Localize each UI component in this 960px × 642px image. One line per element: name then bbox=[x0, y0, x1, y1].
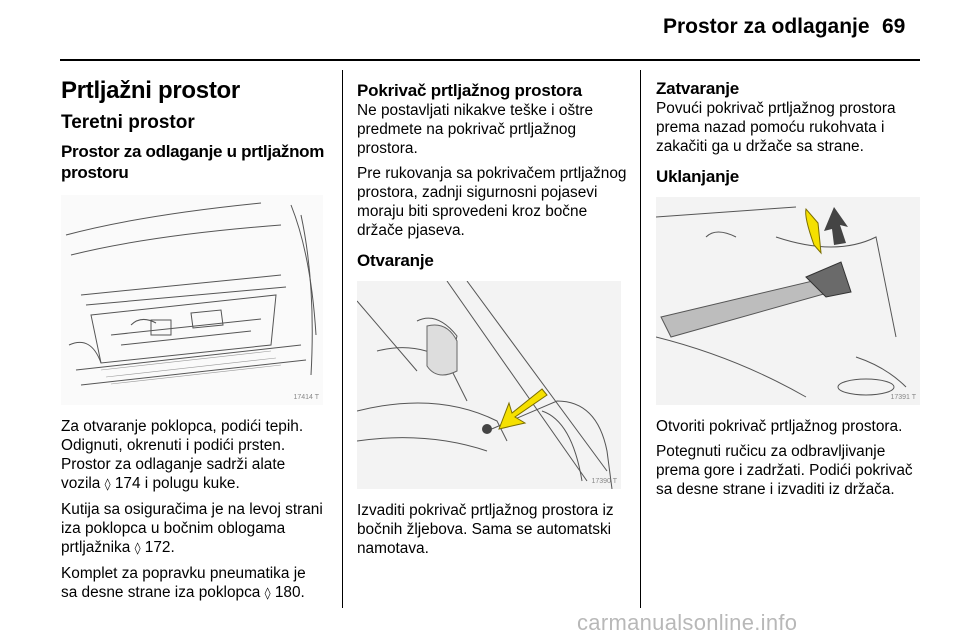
cover-opening-illustration bbox=[357, 281, 621, 489]
subsection-title: Teretni prostor bbox=[61, 112, 195, 133]
paragraph: Komplet za popravku pneumatika je sa desne strane iza poklopca ◊ 180. bbox=[61, 565, 306, 601]
page-header bbox=[0, 0, 960, 60]
watermark: carmanualsonline.info bbox=[577, 610, 798, 635]
paragraph: Za otvaranje poklopca, podići tepih. Odignuti, okrenuti i podići prsten. Prostor za odlaganje sadrži alate vozila ◊ 174 i polugu kuke. bbox=[61, 418, 304, 492]
paragraph: Kutija sa osiguračima je na levoj strani iza poklopca u bočnim oblogama prtljažnika ◊ 172. bbox=[61, 501, 323, 556]
column-1 bbox=[61, 70, 326, 609]
column-divider bbox=[342, 70, 343, 608]
topic-title: Prostor za odlaganje u prtljažnom prostoru bbox=[61, 142, 325, 182]
header-rule bbox=[60, 59, 920, 61]
paragraph: Pre rukovanja sa pokrivačem prtljažnog prostora, zadnji sigurnosni pojasevi moraju biti sprovedeni kroz bočne držače pjaseva. bbox=[357, 165, 627, 239]
section-title: Pokrivač prtljažnog prostora bbox=[357, 81, 582, 100]
column-2 bbox=[357, 70, 627, 564]
cover-removal-illustration bbox=[656, 197, 920, 405]
section-title: Prtljažni prostor bbox=[61, 77, 240, 104]
paragraph: Potegnuti ručicu za odbravljivanje prema gore i zadržati. Podići pokrivač sa desne strane i izvaditi iz držača. bbox=[656, 443, 913, 498]
paragraph: Ne postavljati nikakve teške i oštre predmete na pokrivač prtljažnog prostora. bbox=[357, 102, 594, 157]
figure-number: 17391 T bbox=[890, 394, 916, 401]
column-divider bbox=[640, 70, 641, 608]
reference-icon: ◊ bbox=[264, 586, 271, 600]
reference-icon: ◊ bbox=[134, 541, 141, 555]
page-number: 69 bbox=[882, 15, 906, 38]
subsection-title: Uklanjanje bbox=[656, 167, 740, 186]
reference-icon: ◊ bbox=[104, 477, 111, 491]
column-3 bbox=[656, 70, 926, 505]
paragraph: Povući pokrivač prtljažnog prostora prema nazad pomoću rukohvata i zakačiti ga u držače sa strane. bbox=[656, 100, 896, 155]
paragraph: Izvaditi pokrivač prtljažnog prostora iz bočnih žljebova. Sama se automatski namotava. bbox=[357, 502, 614, 557]
figure-number: 17414 T bbox=[293, 394, 319, 401]
section-title: Zatvaranje bbox=[656, 79, 740, 98]
header-title: Prostor za odlaganje bbox=[663, 15, 870, 38]
paragraph: Otvoriti pokrivač prtljažnog prostora. bbox=[656, 418, 903, 435]
cargo-storage-illustration bbox=[61, 195, 323, 405]
subsection-title: Otvaranje bbox=[357, 251, 434, 270]
figure-number: 17390 T bbox=[591, 478, 617, 485]
